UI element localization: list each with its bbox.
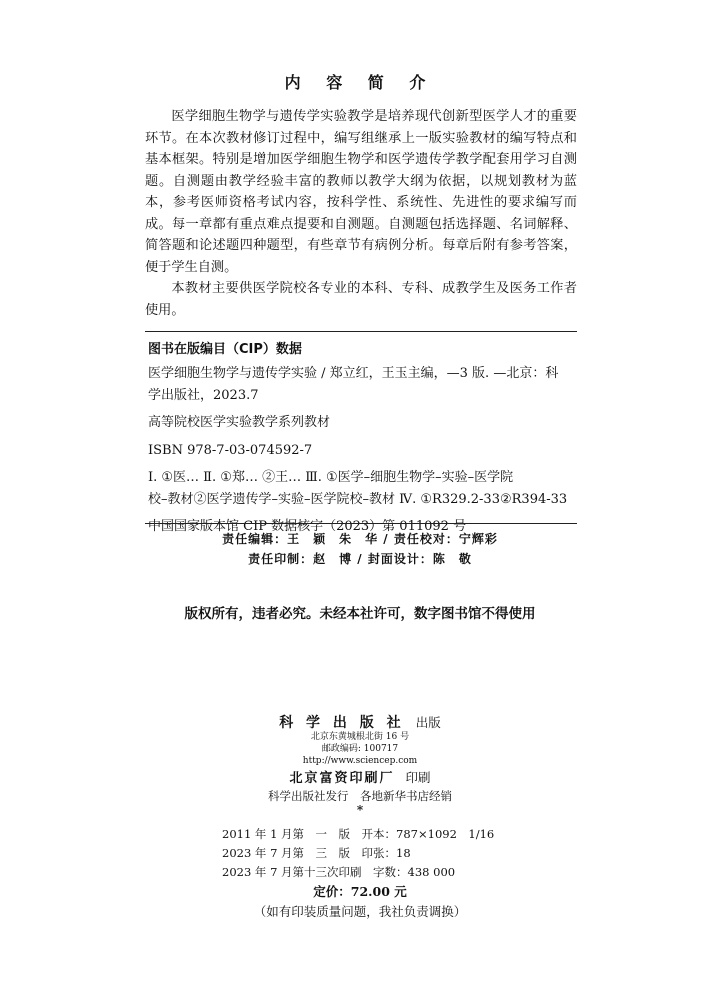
edition-block [222, 825, 494, 882]
price: 定价：72.00 元 [313, 884, 407, 899]
cip-library-record: 中国国家版本馆 CIP 数据核字（2023）第 011092 号 [148, 519, 467, 534]
cip-record-line: 医学细胞生物学与遗传学实验 / 郑立红，王玉主编，—3 版. —北京：科 [148, 366, 559, 381]
cip-record-line: 学出版社，2023.7 [148, 387, 259, 403]
intro-paragraph: 医学细胞生物学与遗传学实验教学是培养现代创新型医学人才的重要环节。在本次教材修订过程中，编写组继承上一版实验教材的编写特点和基本框架。特别是增加医学细胞生物学和医学遗传学教学配套用学习自测题。自测题由教学经验丰富的教师以教学大纲为依据，以规划教材为蓝本，参考医师资格考试内容，按科学性、系统性、先进性的要求编写而成。每一章都有重点难点提要和自测题。自测题包括选择题、名词解释、简答题和论述题四种题型，有些章节有病例分析。每章后附有参考答案，便于学生自测。 [145, 109, 577, 275]
cip-subject-line: Ⅰ. ①医… Ⅱ. ①郑… ②王… Ⅲ. ①医学–细胞生物学–实验–医学院 [148, 470, 514, 485]
divider-top [145, 331, 577, 332]
printer-role: 印刷 [405, 770, 431, 785]
cip-heading: 图书在版编目（CIP）数据 [148, 342, 302, 357]
quality-note: （如有印装质量问题，我社负责调换） [253, 904, 467, 919]
intro-paragraph: 本教材主要供医学院校各专业的本科、专科、成教学生及医务工作者使用。 [145, 281, 577, 318]
publisher-website: http://www.sciencep.com [302, 756, 418, 766]
edition-row: 2023 年 7 月第 三 版 印张：18 [222, 846, 411, 860]
staff-line: 责任印制：赵 博 / 封面设计：陈 敬 [248, 552, 472, 566]
staff-line: 责任编辑：王 颖 朱 华 / 责任校对：宁辉彩 [222, 532, 498, 546]
copyright-notice: 版权所有，违者必究。未经本社许可，数字图书馆不得使用 [184, 606, 536, 622]
cip-block [148, 338, 580, 538]
publisher-line [0, 712, 720, 732]
publisher-role: 出版 [415, 715, 441, 730]
separator-star: * [356, 803, 364, 817]
cip-isbn: ISBN 978-7-03-074592-7 [148, 442, 313, 458]
edition-row: 2023 年 7 月第十三次印刷 字数：438 000 [222, 865, 456, 879]
distribution-line: 科学出版社发行 各地新华书店经销 [268, 789, 452, 803]
intro-body [145, 106, 577, 321]
cip-subject-line: 校–教材②医学遗传学–实验–医学院校–教材 Ⅳ. ①R329.2-33②R394-33 [148, 491, 568, 507]
cip-series: 高等院校医学实验教学系列教材 [148, 415, 331, 430]
publisher-postcode: 邮政编码: 100717 [321, 744, 399, 754]
printer-name: 北京富资印刷厂 [289, 771, 395, 786]
printer-line [0, 767, 720, 786]
divider-bottom [145, 523, 577, 524]
publisher-address: 北京东黄城根北街 16 号 [310, 732, 410, 742]
intro-title: 内 容 简 介 [284, 73, 436, 92]
publisher-name: 科 学 出 版 社 [279, 715, 405, 731]
edition-row: 2011 年 1 月第 一 版 开本：787×1092 1/16 [222, 827, 495, 841]
